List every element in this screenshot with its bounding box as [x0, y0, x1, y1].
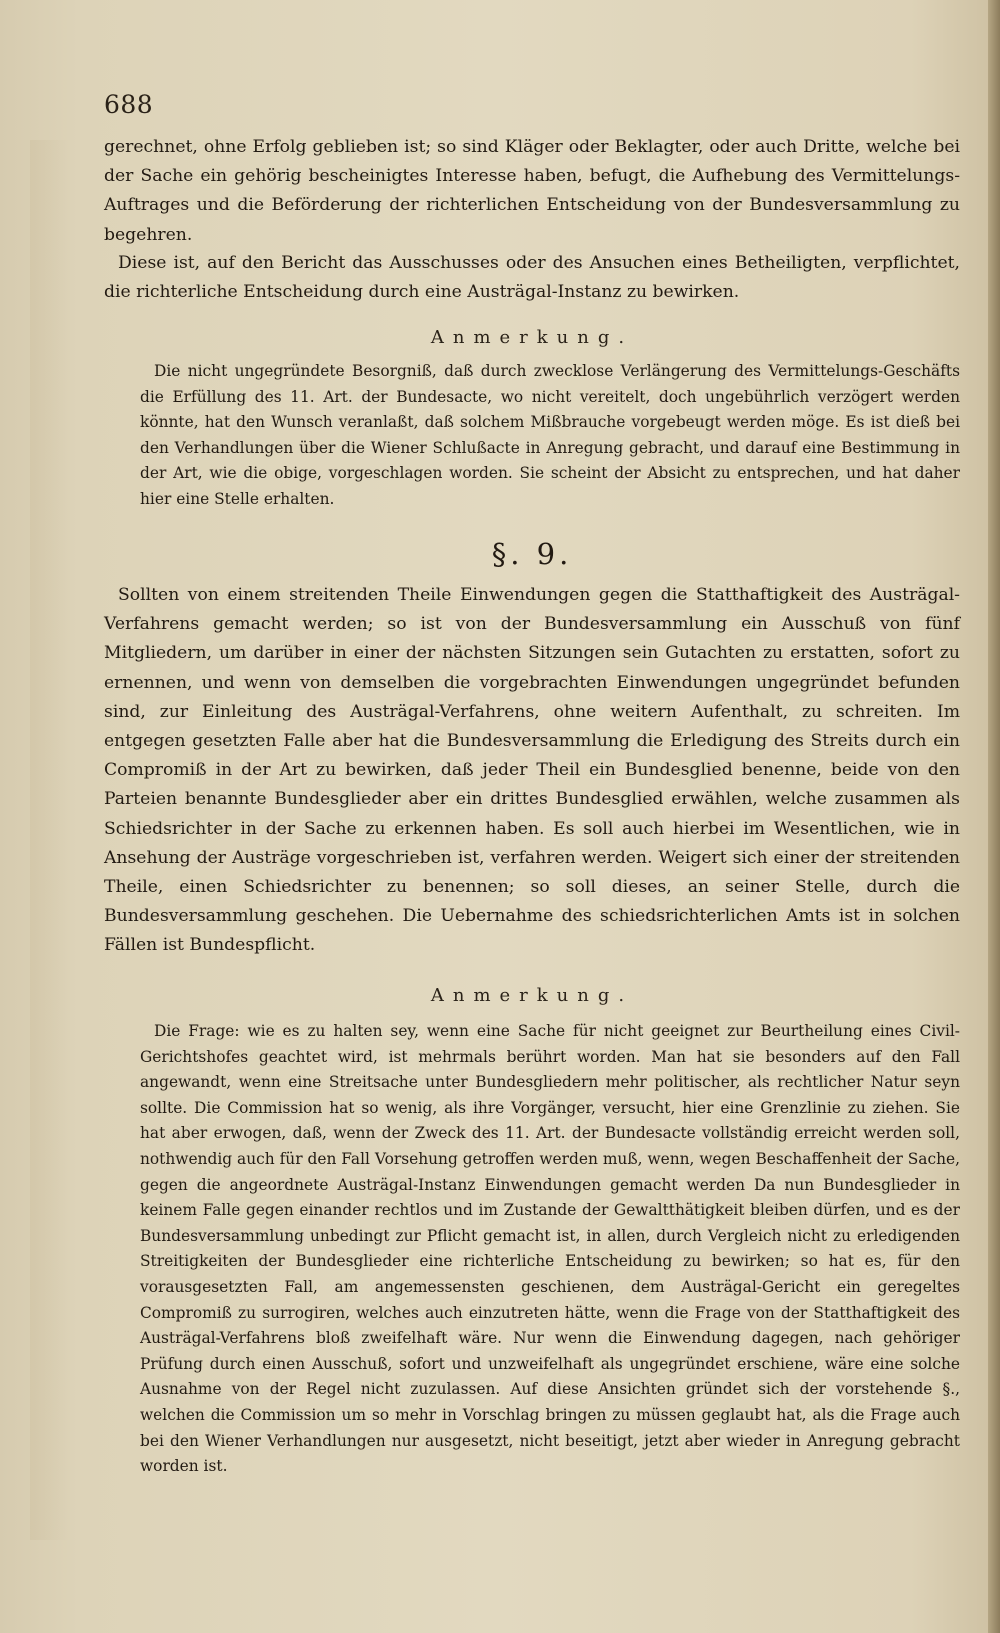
note-heading-2: Anmerkung.: [430, 985, 634, 1006]
intro-paragraph-1: gerechnet, ohne Erfolg geblieben ist; so sind Kläger oder Beklagter, oder auch Dritte, welche bei der Sache ein gehörig bescheinigtes Interesse haben, befugt, die Aufhebung des Vermittelungs-Auftrages und die Beförderung der richterlichen Entscheidung von der Bundesversammlung zu begehren.: [104, 137, 960, 245]
page-number: 688: [104, 90, 154, 119]
section-title: §. 9.: [491, 537, 573, 571]
section-paragraph: Sollten von einem streitenden Theile Einwendungen gegen die Statthaftigkeit des Austrägal-Verfahrens gemacht werden; so ist von der Bundesversammlung ein Ausschuß von fünf Mitgliedern, um darüber in einer der nächsten Sitzungen sein Gutachten zu erstatten, sofort zu ernennen, und wenn von demselben die vorgebrachten Einwendungen ungegründet befunden sind, zur Einleitung des Austrägal-Verfahrens, ohne weitern Aufenthalt, zu schreiten. Im entgegen gesetzten Falle aber hat die Bundesversammlung die Erledigung des Streits durch ein Compromiß in der Art zu bewirken, daß jeder Theil ein Bundesglied benenne, beide von den Parteien benannte Bundesglieder aber ein drittes Bundesglied erwählen, welche zusammen als Schiedsrichter in der Sache zu erkennen haben. Es soll auch hierbei im Wesentlichen, wie in Ansehung der Austräge vorgeschrieben ist, verfahren werden. Weigert sich einer der streitenden Theile, einen Schiedsrichter zu benennen; so soll dieses, an seiner Stelle, durch die Bundesversammlung geschehen. Die Uebernahme des schiedsrichterlichen Amts ist in solchen Fällen ist Bundespflicht.: [104, 585, 960, 956]
intro-paragraph-2: Diese ist, auf den Bericht das Ausschusses oder des Ansuchen eines Betheiligten, verpflichtet, die richterliche Entscheidung durch eine Austrägal-Instanz zu bewirken.: [104, 253, 960, 303]
paper-stain: [30, 140, 70, 1540]
note-paragraph-1: Die nicht ungegründete Besorgniß, daß durch zwecklose Verlängerung des Vermittelungs-Geschäfts die Erfüllung des 11. Art. der Bundesacte, wo nicht vereitelt, doch ungebührlich verzögert werden könnte, hat den Wunsch veranlaßt, daß solchem Mißbrauche vorgebeugt werden möge. Es ist dieß bei den Verhandlungen über die Wiener Schlußacte in Anregung gebracht, und darauf eine Bestimmung in der Art, wie die obige, vorgeschlagen worden. Sie scheint der Absicht zu entsprechen, und hat daher hier eine Stelle erhalten.: [140, 362, 960, 508]
book-spine-edge: [988, 0, 1000, 1633]
note-heading-1: Anmerkung.: [430, 327, 634, 348]
note-paragraph-2: Die Frage: wie es zu halten sey, wenn eine Sache für nicht geeignet zur Beurtheilung eines Civil-Gerichtshofes geachtet wird, ist mehrmals berührt worden. Man hat sie besonders auf den Fall angewandt, wenn eine Streitsache unter Bundesgliedern mehr politischer, als rechtlicher Natur seyn sollte. Die Commission hat so wenig, als ihre Vorgänger, versucht, hier eine Grenzlinie zu ziehen. Sie hat aber erwogen, daß, wenn der Zweck des 11. Art. der Bundesacte vollständig erreicht werden soll, nothwendig auch für den Fall Vorsehung getroffen werden muß, wenn, wegen Beschaffenheit der Sache, gegen die angeordnete Austrägal-Instanz Einwendungen gemacht werden Da nun Bundesglieder in keinem Falle gegen einander rechtlos und im Zustande der Gewaltthätigkeit bleiben dürfen, und es der Bundesversammlung unbedingt zur Pflicht gemacht ist, in allen, durch Vergleich nicht zu erledigenden Streitigkeiten der Bundesglieder eine richterliche Entscheidung zu bewirken; so hat es, für den vorausgesetzten Fall, am angemessensten geschienen, dem Austrägal-Gericht ein geregeltes Compromiß zu surrogiren, welches auch einzutreten hätte, wenn die Frage von der Statthaftigkeit des Austrägal-Verfahrens bloß zweifelhaft wäre. Nur wenn die Einwendung dagegen, nach gehöriger Prüfung durch einen Ausschuß, sofort und unzweifelhaft als ungegründet erschiene, wäre eine solche Ausnahme von der Regel nicht zuzulassen. Auf diese Ansichten gründet sich der vorstehende §., welchen die Commission um so mehr in Vorschlag bringen zu müssen geglaubt hat, als die Frage auch bei den Wiener Verhandlungen nur ausgesetzt, nicht beseitigt, jetzt aber wieder in Anregung gebracht worden ist.: [140, 1022, 960, 1476]
